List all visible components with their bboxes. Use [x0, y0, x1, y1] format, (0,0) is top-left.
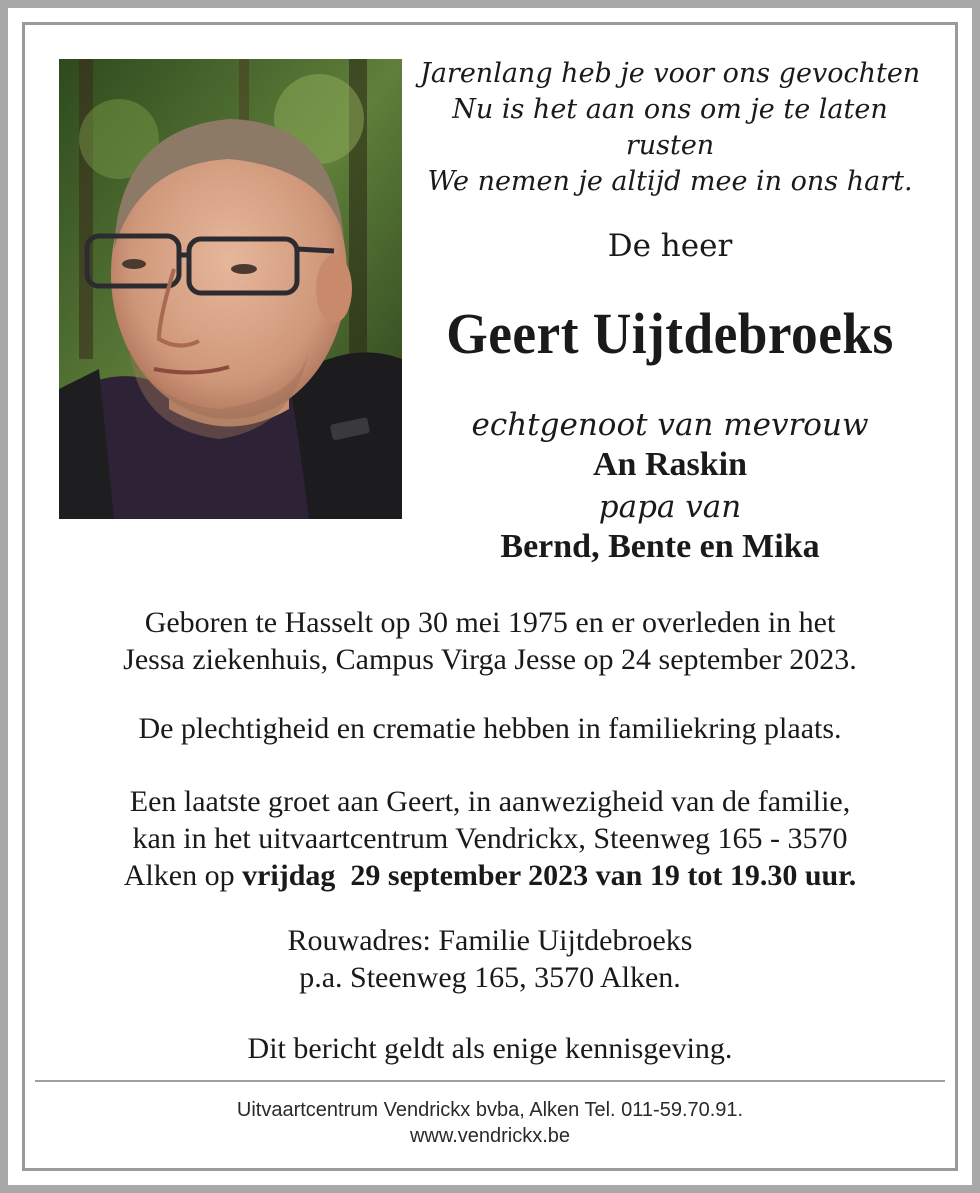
portrait-photo-icon	[59, 59, 402, 519]
poem-line: We nemen je altijd mee in ons hart.	[427, 166, 913, 197]
farewell-line	[40, 857, 940, 894]
poem-line: Nu is het aan ons om je te laten	[452, 94, 888, 125]
address-line: Rouwadres: Familie Uijtdebroeks	[287, 924, 693, 957]
footer-divider	[35, 1080, 945, 1082]
farewell-datetime: vrijdag 29 september 2023 van 19 tot 19.30 uur.	[242, 859, 857, 892]
honorific: De heer	[607, 228, 733, 264]
deceased-name: Geert Uijtdebroeks	[446, 301, 894, 366]
spouse-label: echtgenoot van mevrouw	[471, 407, 869, 443]
address-line: p.a. Steenweg 165, 3570 Alken.	[299, 961, 681, 994]
ceremony-paragraph: De plechtigheid en crematie hebben in familiekring plaats.	[138, 712, 842, 745]
farewell-line: kan in het uitvaartcentrum Vendrickx, Steenweg 165 - 3570	[132, 822, 848, 855]
children-names: Bernd, Bente en Mika	[500, 528, 820, 565]
footer-company: Uitvaartcentrum Vendrickx bvba, Alken Tel. 011-59.70.91.	[236, 1099, 744, 1121]
spouse-name: An Raskin	[592, 446, 747, 483]
farewell-paragraph	[40, 783, 940, 894]
footer-website[interactable]: www.vendrickx.be	[409, 1125, 571, 1147]
birth-death-line: Geboren te Hasselt op 30 mei 1975 en er overleden in het	[144, 606, 836, 639]
birth-death-line: Jessa ziekenhuis, Campus Virga Jesse op 24 september 2023.	[123, 643, 857, 676]
farewell-line: Een laatste groet aan Geert, in aanwezigheid van de familie,	[129, 785, 851, 818]
portrait-photo	[59, 59, 402, 519]
notice-paragraph: Dit bericht geldt als enige kennisgeving.	[247, 1032, 733, 1065]
poem-line: Jarenlang heb je voor ons gevochten	[420, 58, 921, 89]
address-paragraph	[40, 922, 940, 996]
poem-line: rusten	[625, 130, 715, 161]
poem	[420, 56, 920, 200]
birth-death-paragraph	[40, 604, 940, 678]
footer	[40, 1097, 940, 1149]
farewell-prefix: Alken op	[123, 859, 243, 892]
children-label: papa van	[598, 489, 742, 525]
